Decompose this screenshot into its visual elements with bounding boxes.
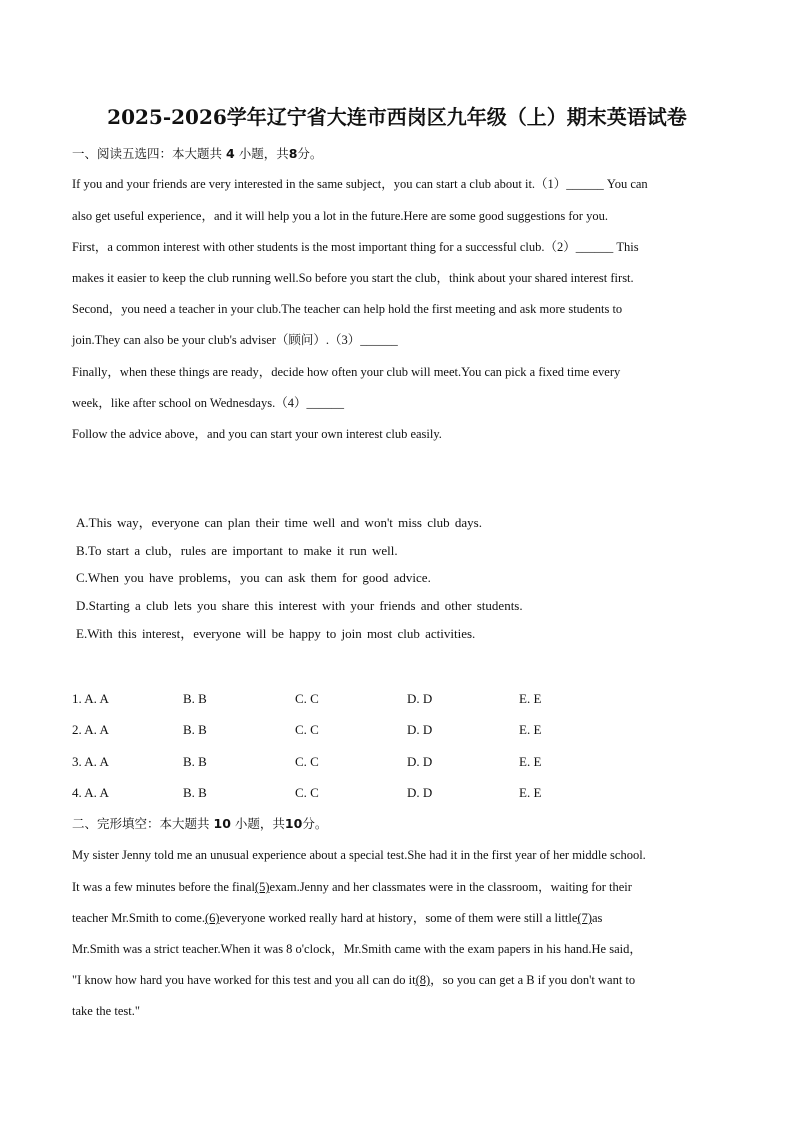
cloze-blank-5[interactable]: (5) — [254, 880, 270, 894]
cloze-line: Mr.Smith was a strict teacher.When it was 8 o'clock，Mr.Smith came with the exam papers in his hand.He said， — [72, 942, 642, 956]
section-2-mid: 小题，共 — [234, 816, 285, 831]
cloze-text: exam.Jenny and her classmates were in the classroom，waiting for their — [269, 880, 632, 894]
passage-line: Finally，when these things are ready，decide how often your club will meet.You can pick a fixed time every — [72, 365, 621, 379]
section-2-suffix: 分。 — [302, 816, 328, 831]
answer-choice-c[interactable]: C. C — [295, 691, 319, 706]
answer-row — [72, 720, 632, 740]
passage-line: also get useful experience，and it will help you a lot in the future.Here are some good suggestions for you. — [72, 209, 608, 223]
section-2-heading — [72, 815, 327, 833]
choice-label: A. A — [84, 785, 109, 800]
section-2-score: 10 — [284, 816, 303, 831]
exam-title: 2025-2026学年辽宁省大连市西岗区九年级（上）期末英语试卷 — [107, 105, 687, 129]
answer-row — [72, 689, 632, 709]
cloze-blank-6[interactable]: (6) — [204, 911, 220, 925]
question-number: 2. — [72, 722, 82, 737]
option-b: B.To start a club，rules are important to make it run well. — [76, 543, 398, 558]
passage-line: join.They can also be your club's adviser（顾问）.（3）______ — [72, 333, 398, 347]
answer-choice-e[interactable]: E. E — [519, 785, 542, 800]
answer-choice-b[interactable]: B. B — [183, 785, 207, 800]
answer-choice-b[interactable]: B. B — [183, 691, 207, 706]
answer-choice-e[interactable]: E. E — [519, 754, 542, 769]
answer-choice-d[interactable]: D. D — [407, 754, 433, 769]
cloze-text: as — [591, 911, 603, 925]
choice-label: A. A — [84, 722, 109, 737]
choice-label: A. A — [84, 754, 109, 769]
answer-choice-a[interactable] — [72, 720, 109, 740]
option-c: C.When you have problems，you can ask them for good advice. — [76, 570, 431, 585]
answer-choice-c[interactable]: C. C — [295, 785, 319, 800]
cloze-line — [72, 970, 720, 990]
passage-line: Follow the advice above，and you can start your own interest club easily. — [72, 427, 442, 441]
passage-line: makes it easier to keep the club running well.So before you start the club，think about your shared interest first. — [72, 271, 634, 285]
cloze-text: everyone worked really hard at history，some of them were still a little — [219, 911, 578, 925]
cloze-blank-8[interactable]: (8) — [415, 973, 431, 987]
cloze-line — [72, 877, 720, 897]
answer-choice-d[interactable]: D. D — [407, 785, 433, 800]
answer-choice-b[interactable]: B. B — [183, 754, 207, 769]
question-number: 3. — [72, 754, 82, 769]
section-2-prefix: 二、完形填空：本大题共 — [72, 816, 210, 831]
answer-choice-c[interactable]: C. C — [295, 722, 319, 737]
section-1-mid: 小题，共 — [238, 146, 289, 161]
cloze-line — [72, 908, 720, 928]
section-1-score: 8 — [288, 146, 298, 161]
cloze-text: It was a few minutes before the final — [72, 880, 255, 894]
passage-line: If you and your friends are very interested in the same subject，you can start a club about it.（1）______ You can — [72, 177, 648, 191]
option-e: E.With this interest，everyone will be happy to join most club activities. — [76, 626, 476, 641]
section-1-suffix: 分。 — [297, 146, 323, 161]
section-1-prefix: 一、阅读五选四：本大题共 — [72, 146, 223, 161]
answer-choice-d[interactable]: D. D — [407, 722, 433, 737]
answer-choice-c[interactable]: C. C — [295, 754, 319, 769]
answer-choice-d[interactable]: D. D — [407, 691, 433, 706]
answer-choice-e[interactable]: E. E — [519, 691, 542, 706]
passage-line: First，a common interest with other students is the most important thing for a successful club.（2）______ This — [72, 240, 639, 254]
answer-choice-e[interactable]: E. E — [519, 722, 542, 737]
section-1-heading — [72, 145, 322, 163]
section-1-count: 4 — [226, 146, 235, 161]
question-number: 4. — [72, 785, 82, 800]
cloze-text: "I know how hard you have worked for this test and you all can do it — [72, 973, 416, 987]
cloze-line: My sister Jenny told me an unusual experience about a special test.She had it in the first year of her middle school. — [72, 848, 646, 862]
answer-choice-b[interactable]: B. B — [183, 722, 207, 737]
answer-row — [72, 783, 632, 803]
cloze-text: ，so you can get a B if you don't want to — [430, 973, 636, 987]
cloze-text: teacher Mr.Smith to come. — [72, 911, 205, 925]
cloze-blank-7[interactable]: (7) — [577, 911, 592, 925]
option-a: A.This way，everyone can plan their time well and won't miss club days. — [76, 515, 482, 530]
passage-line: Second，you need a teacher in your club.The teacher can help hold the first meeting and ask more students to — [72, 302, 623, 316]
passage-line: week，like after school on Wednesdays.（4）______ — [72, 396, 344, 410]
answer-choice-a[interactable] — [72, 752, 109, 772]
answer-choice-a[interactable] — [72, 689, 109, 709]
cloze-line: take the test." — [72, 1004, 140, 1018]
choice-label: A. A — [84, 691, 109, 706]
section-2-count: 10 — [213, 816, 231, 831]
question-number: 1. — [72, 691, 82, 706]
option-d: D.Starting a club lets you share this interest with your friends and other students. — [76, 598, 523, 613]
answer-choice-a[interactable] — [72, 783, 109, 803]
answer-row — [72, 752, 632, 772]
